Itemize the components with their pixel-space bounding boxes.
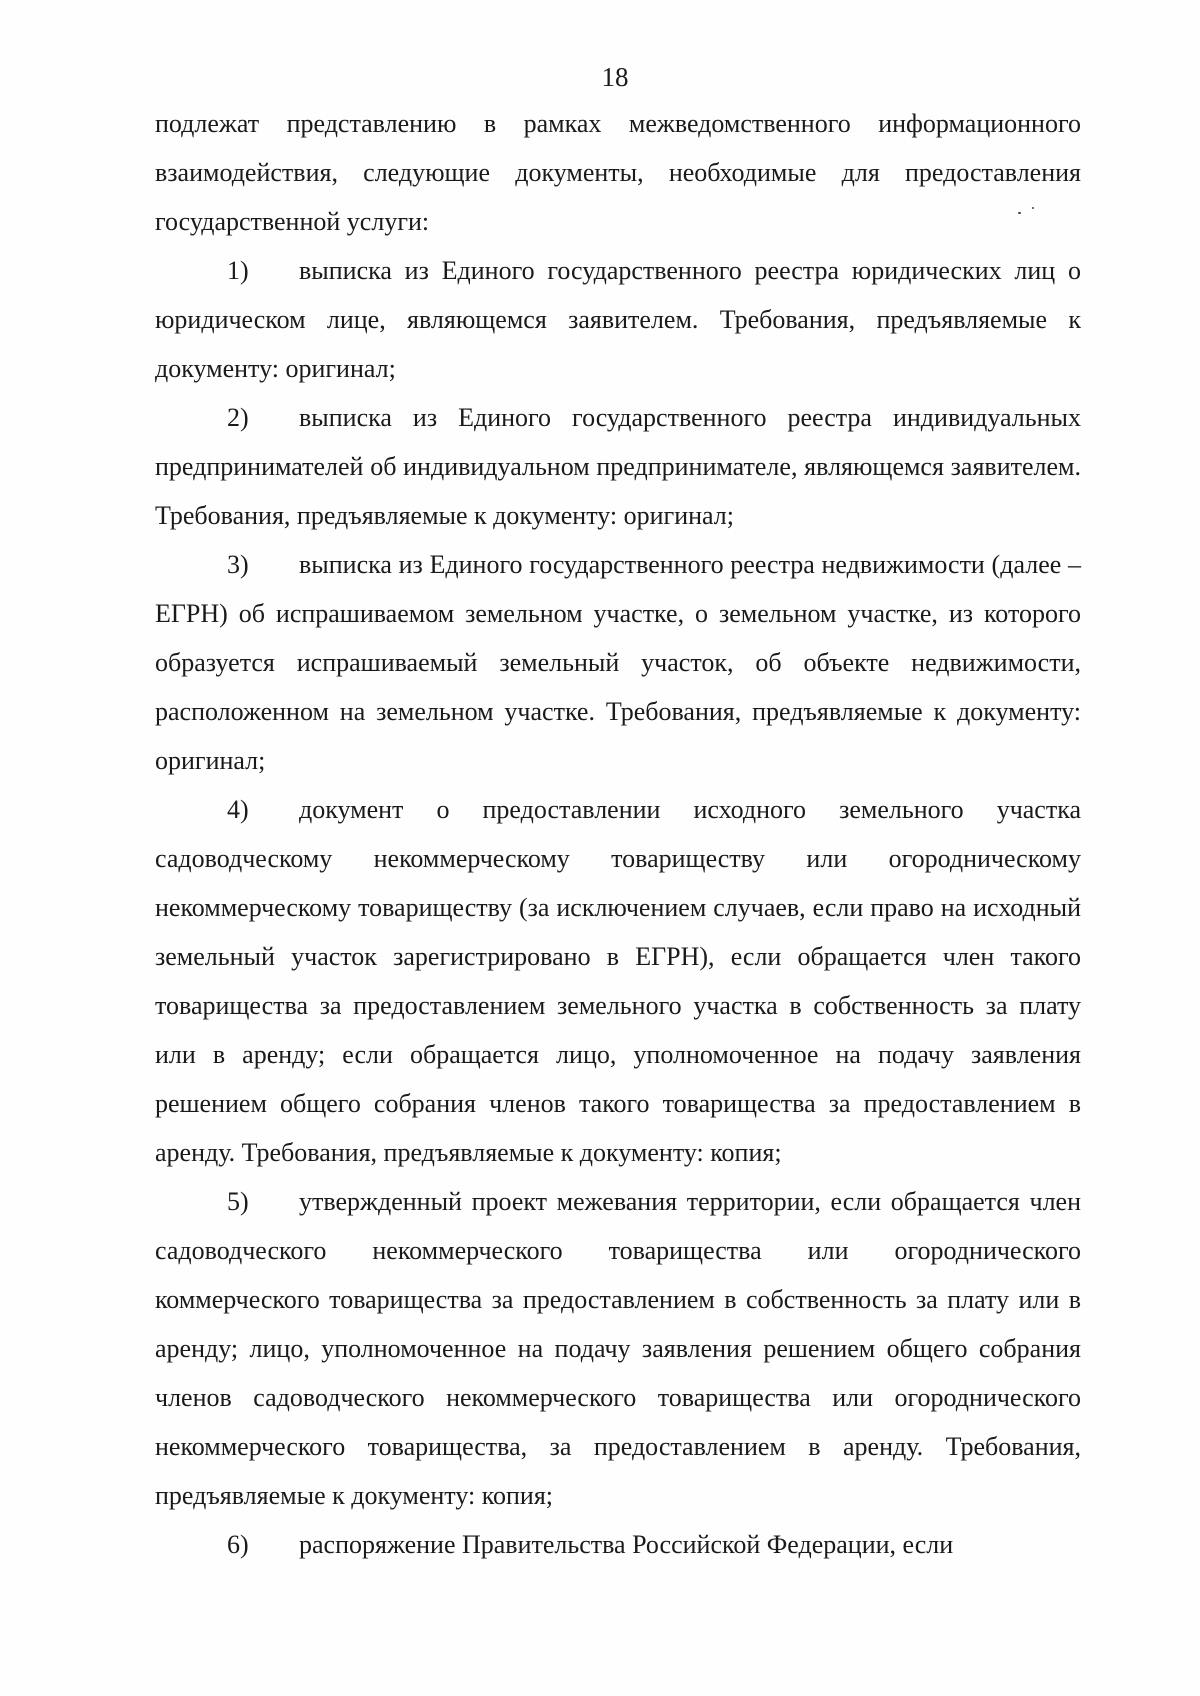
list-item-number: 5) — [227, 1187, 249, 1216]
page-number: 18 — [601, 62, 629, 92]
list-item-number: 2) — [227, 403, 249, 432]
list-item-5 — [155, 1177, 1081, 1520]
list-item-number: 4) — [227, 795, 249, 824]
list-item-1 — [155, 246, 1081, 393]
list-item-4 — [155, 785, 1081, 1177]
list-item-text: выписка из Единого государственного реестра индивидуальных предпринимателей об индивидуальном предпринимателе, являющемся заявителем. Требования, предъявляемые к документу: оригинал; — [155, 403, 1081, 530]
list-item-6 — [155, 1520, 1081, 1569]
list-item-2 — [155, 393, 1081, 540]
list-item-text: выписка из Единого государственного реестра недвижимости (далее – ЕГРН) об испрашиваемом земельном участке, о земельном участке, из которого образуется испрашиваемый земельный участок, об объекте недвижимости, расположенном на земельном участке. Требования, предъявляемые к документу: оригинал; — [155, 550, 1081, 775]
list-item-text: документ о предоставлении исходного земельного участка садоводческому некоммерческому товариществу или огородническому некоммерческому товариществу (за исключением случаев, если право на исходный земельный участок зарегистрировано в ЕГРН), если обращается член такого товарищества за предоставлением земельного участка в собственность за плату или в аренду; если обращается лицо, уполномоченное на подачу заявления решением общего собрания членов такого товарищества за предоставлением в аренду. Требования, предъявляемые к документу: копия; — [155, 795, 1081, 1167]
list-item-number: 1) — [227, 256, 249, 285]
list-item-number: 6) — [227, 1530, 249, 1559]
scan-speck — [1018, 212, 1021, 214]
scan-speck — [1032, 207, 1034, 209]
document-body — [155, 99, 1081, 1569]
list-item-text: утвержденный проект межевания территории, если обращается член садоводческого некоммерческого товарищества или огороднического коммерческого товарищества за предоставлением в собственность за плату или в аренду; лицо, уполномоченное на подачу заявления решением общего собрания членов садоводческого некоммерческого товарищества или огороднического некоммерческого товарищества, за предоставлением в аренду. Требования, предъявляемые к документу: копия; — [155, 1187, 1081, 1510]
list-item-text: выписка из Единого государственного реестра юридических лиц о юридическом лице, являющемся заявителем. Требования, предъявляемые к документу: оригинал; — [155, 256, 1081, 383]
list-item-text: распоряжение Правительства Российской Федерации, если — [299, 1530, 954, 1559]
list-item-number: 3) — [227, 550, 249, 579]
list-item-3 — [155, 540, 1081, 785]
intro-paragraph: подлежат представлению в рамках межведомственного информационного взаимодействия, следующие документы, необходимые для предоставления государственной услуги: — [155, 109, 1081, 236]
